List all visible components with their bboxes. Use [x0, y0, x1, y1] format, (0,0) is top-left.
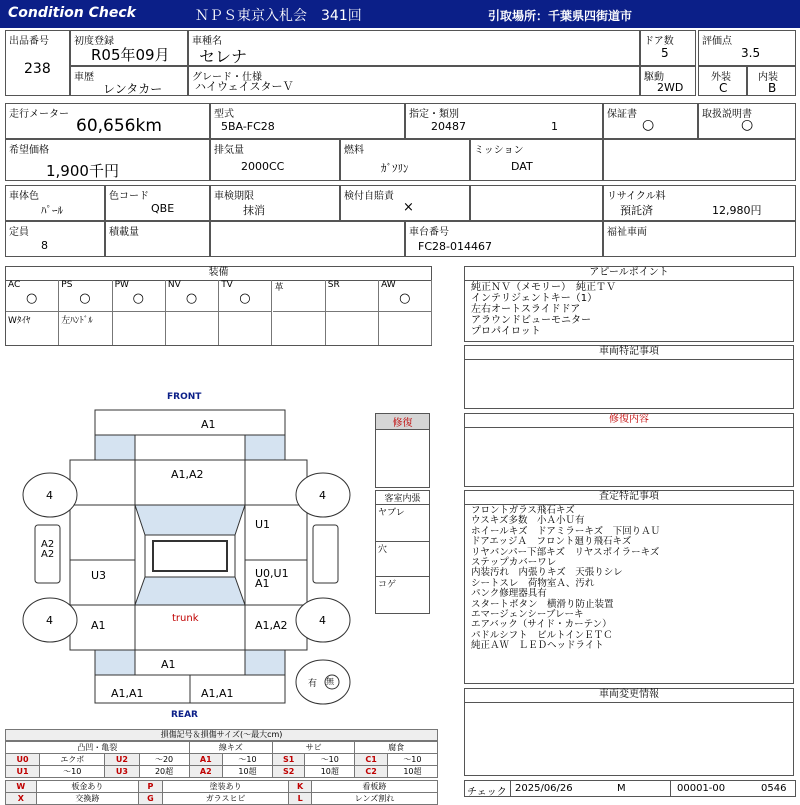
equip-empty — [326, 312, 379, 345]
welfare-cell — [603, 221, 796, 257]
ext-label: 外装 — [711, 72, 731, 83]
mark-rear-right: A1,A1 — [201, 687, 234, 700]
check-footer — [464, 780, 796, 797]
model-label: 車種名 — [192, 36, 222, 47]
inspect-line: フロントガラス飛石キズ — [471, 505, 575, 516]
int-grade: B — [768, 81, 777, 95]
equip-empty — [379, 312, 432, 345]
legend-row-2 — [6, 766, 438, 778]
repair-box-label: 修復 — [376, 414, 429, 430]
price-cell — [5, 139, 210, 181]
legend-group-dent: 凸凹・亀裂 — [6, 742, 190, 754]
equip-extra-label: 左ﾊﾝﾄﾞﾙ — [61, 316, 93, 326]
mark-right-door-front: U1 — [255, 518, 271, 531]
legend-cell: ～10 — [387, 754, 437, 766]
legend-row-1 — [6, 754, 438, 766]
legend-cell: 10超 — [222, 766, 272, 778]
history-cell — [70, 66, 188, 96]
tire-front-left: 4 — [46, 489, 53, 502]
score-value: 3.5 — [741, 46, 761, 60]
load-cell — [105, 221, 210, 257]
inspect-line: パンク修理器具有 — [471, 588, 547, 600]
legend-cell: ガラスヒビ — [162, 793, 289, 805]
equip-label: TV — [221, 280, 233, 290]
cabin-item-burn: コゲ — [378, 580, 397, 590]
repair-panel — [464, 413, 794, 487]
equip-empty — [273, 312, 326, 345]
legend-cell: 看板跡 — [311, 781, 437, 793]
recycle-cell — [603, 185, 796, 221]
drive-value: 2WD — [657, 81, 684, 94]
ext-grade: C — [719, 81, 728, 95]
cabin-box — [375, 490, 430, 614]
legend-cell: C1 — [355, 754, 387, 766]
change-title: 車両変更情報 — [465, 689, 793, 703]
equip-nv — [166, 280, 219, 312]
header-left: Condition Check — [8, 5, 136, 21]
warranty-mark: ○ — [642, 117, 655, 133]
legend-title: 損傷記号＆損傷サイズ(～最大cm) — [5, 729, 438, 741]
legend-cell: エクボ — [40, 754, 105, 766]
mark-left-front: A2 A2 — [41, 539, 55, 560]
header-title: ＮＰＳ東京入札会 341回 — [195, 8, 362, 24]
inspect-line: ステップカバーワレ — [471, 557, 557, 569]
inspection-label: 車検期限 — [214, 191, 254, 202]
legend-cell: 交換跡 — [36, 793, 139, 805]
appeal-title: アピールポイント — [465, 267, 793, 281]
equip-label: SR — [327, 280, 340, 290]
change-panel — [464, 688, 794, 776]
warranty-cell — [603, 103, 698, 139]
legend-cell: U0 — [6, 754, 40, 766]
legend-cell: ～10 — [222, 754, 272, 766]
inspect-line: エマージェンシーブレーキ — [471, 609, 584, 621]
legend-cell: レンズ割れ — [311, 793, 437, 805]
inspection-value: 抹消 — [243, 204, 265, 217]
appeal-line: インテリジェントキー（1） — [471, 293, 598, 304]
legend-row-3 — [6, 781, 438, 793]
inspect-line: ウスキズ多数 小Ａ小Ｕ有 — [471, 515, 585, 527]
legend-cell: A2 — [189, 766, 222, 778]
recycle-status: 預託済 — [620, 204, 653, 217]
fuel-label: 燃料 — [344, 145, 364, 156]
appeal-panel — [464, 266, 794, 342]
blank-cell-1 — [603, 139, 796, 181]
equip-pw — [113, 280, 166, 312]
inspect-line: シートスレ 荷物室Ａ、汚れ — [471, 577, 595, 589]
check-num: 0546 — [761, 783, 787, 794]
equip-empty — [113, 312, 166, 345]
inspect-lines — [465, 505, 793, 653]
appeal-line: アラウンドビューモニター — [471, 315, 591, 326]
cabin-item-hole: 穴 — [376, 542, 429, 577]
equip-extra — [6, 312, 59, 345]
door-cell — [640, 30, 696, 66]
mark-front-top: A1 — [201, 418, 216, 431]
appeal-line: 左右オートスライドドア — [471, 304, 581, 315]
mark-rear-left: A1,A1 — [111, 687, 144, 700]
legend-cell: U2 — [105, 754, 139, 766]
equip-sr — [326, 280, 379, 312]
insurance-label: 検付自賠責 — [344, 191, 394, 202]
legend-group-corrosion: 腐食 — [355, 742, 438, 754]
capacity-label: 定員 — [9, 227, 29, 238]
mileage-label: 走行メーター — [9, 109, 69, 120]
footer-divider-2 — [670, 781, 671, 796]
legend-cell: A1 — [189, 754, 222, 766]
footer-divider-1 — [510, 781, 511, 796]
appeal-lines — [465, 281, 793, 338]
equip-extra-label: Wﾀｲﾔ — [8, 316, 31, 326]
inspect-line: ホイールキズ ドアミラーキズ 下回りＡＵ — [471, 525, 661, 537]
rear-label: REAR — [171, 710, 198, 720]
appeal-line: 純正ＮＶ（メモリー） 純正ＴＶ — [471, 282, 616, 293]
grade-value: ハイウェイスターＶ — [195, 80, 294, 93]
equip-label: PW — [114, 280, 129, 290]
check-label: チェック — [467, 787, 507, 798]
equip-label: PS — [61, 280, 73, 290]
legend-cell: 20超 — [139, 766, 189, 778]
legend-cell: U1 — [6, 766, 40, 778]
lot-label: 出品番号 — [9, 36, 49, 47]
type-value: 5BA-FC28 — [221, 120, 275, 133]
equip-mark: ○ — [132, 291, 144, 306]
equip-mark: ○ — [26, 291, 38, 306]
color-cell — [5, 185, 105, 221]
legend-cell: K — [289, 781, 311, 793]
legend-row-4 — [6, 793, 438, 805]
equip-mark: ○ — [185, 291, 198, 306]
color-label: 車体色 — [9, 191, 39, 202]
manual-mark: ○ — [741, 117, 754, 133]
capacity-value: 8 — [41, 239, 48, 252]
equip-mark: ○ — [79, 291, 91, 306]
equip-empty — [166, 312, 219, 345]
color-code-value: QBE — [151, 202, 175, 215]
equip-aw — [379, 280, 432, 312]
legend-cell: 10超 — [387, 766, 437, 778]
legend-table-2 — [5, 780, 438, 805]
ext-cell — [698, 66, 747, 96]
price-label: 希望価格 — [9, 145, 49, 156]
equip-label: AW — [381, 280, 396, 290]
trunk-label: trunk — [172, 613, 199, 624]
legend-cell: X — [6, 793, 37, 805]
legend-cell: L — [289, 793, 311, 805]
equip-ac — [6, 280, 59, 312]
lot-cell — [5, 30, 70, 96]
blank-cell-2 — [470, 185, 603, 221]
inspect-line: ドアエッジＡ フロント廻り飛石キズ — [471, 536, 632, 548]
disp-value: 2000CC — [241, 160, 285, 173]
inspection-cell — [210, 185, 340, 221]
warranty-label: 保証書 — [607, 109, 637, 120]
price-value: 1,900千円 — [46, 162, 119, 180]
legend-cell: ～10 — [40, 766, 105, 778]
reg-cell — [70, 30, 188, 66]
mark-hood: A1,A2 — [171, 468, 204, 481]
mark-left-rear: A1 — [91, 619, 106, 632]
insurance-cell — [340, 185, 470, 221]
capacity-cell — [5, 221, 105, 257]
door-label: ドア数 — [644, 36, 674, 47]
drive-cell — [640, 66, 696, 96]
spec-cell — [405, 103, 603, 139]
mileage-cell — [5, 103, 210, 139]
grade-label: グレード・仕様 — [192, 72, 262, 83]
recycle-label: リサイクル料 — [607, 191, 666, 202]
manual-cell — [698, 103, 796, 139]
inspect-line: エアバック（サイド・カーテン） — [471, 619, 612, 631]
legend-cell: ～20 — [139, 754, 189, 766]
legend-cell: G — [139, 793, 163, 805]
equipment-title: 装備 — [6, 267, 431, 281]
fuel-cell — [340, 139, 470, 181]
legend-cell: C2 — [355, 766, 387, 778]
legend-group-rust: サビ — [273, 742, 355, 754]
special-title: 車両特記事項 — [465, 346, 793, 360]
drive-label: 駆動 — [644, 72, 664, 83]
equip-mark: ○ — [399, 291, 411, 306]
tire-front-right: 4 — [319, 489, 326, 502]
chassis-value: FC28-014467 — [418, 240, 492, 253]
front-label: FRONT — [167, 392, 202, 402]
history-label: 車歴 — [74, 72, 94, 83]
chassis-cell — [405, 221, 603, 257]
header-bar — [0, 0, 800, 28]
header-pickup: 引取場所：千葉県四街道市 — [488, 9, 633, 23]
mission-value: DAT — [511, 160, 533, 173]
spec-number: 20487 — [431, 120, 466, 133]
inspect-line: 内装汚れ 内張りキズ 天張りシレ — [471, 567, 623, 579]
grade-cell — [188, 66, 640, 96]
equip-empty — [219, 312, 272, 345]
repair-box — [375, 413, 430, 488]
mark-rear-bumper: A1 — [161, 658, 176, 671]
legend-cell: U3 — [105, 766, 139, 778]
color-code-cell — [105, 185, 210, 221]
inspect-line: パドルシフト ビルトインＥＴＣ — [471, 629, 613, 641]
legend-group-scratch: 線キズ — [189, 742, 272, 754]
legend-cell: S2 — [273, 766, 305, 778]
equip-label: AC — [8, 280, 21, 290]
int-label: 内装 — [758, 72, 778, 83]
inspect-line: リヤバンパー下部キズ リヤスポイラーキズ — [471, 546, 660, 558]
color-code-label: 色コード — [109, 191, 149, 202]
welfare-label: 福祉車両 — [607, 227, 647, 238]
spec-class: 1 — [551, 120, 558, 133]
repair-title: 修復内容 — [465, 414, 793, 428]
disp-cell — [210, 139, 340, 181]
legend-cell: ～10 — [305, 754, 355, 766]
tire-rear-right: 4 — [319, 614, 326, 627]
car-history: レンタカー — [103, 82, 163, 96]
reg-label: 初度登録 — [74, 36, 114, 47]
special-panel — [464, 345, 794, 409]
model-cell — [188, 30, 640, 66]
fuel-value: ｶﾞｿﾘﾝ — [381, 162, 409, 175]
color-value: ﾊﾟｰﾙ — [41, 204, 63, 217]
cabin-item-tear: ヤブレ — [376, 505, 429, 542]
legend-cell: 塗装あり — [162, 781, 289, 793]
chassis-label: 車台番号 — [409, 227, 449, 238]
legend-cell: 板金あり — [36, 781, 139, 793]
spec-label: 指定・類別 — [409, 109, 459, 120]
mission-label: ミッション — [474, 145, 524, 156]
inspect-line: スタートボタン 横滑り防止装置 — [471, 598, 614, 610]
first-registration: R05年09月 — [91, 46, 170, 64]
equip-ps — [59, 280, 112, 312]
inspect-title: 査定特記事項 — [465, 491, 793, 505]
appeal-line: プロパイロット — [471, 326, 541, 337]
spare-label: 有 — [308, 679, 318, 689]
inspect-panel — [464, 490, 794, 684]
disp-label: 排気量 — [214, 145, 244, 156]
model-name: セレナ — [199, 47, 248, 66]
door-count: 5 — [661, 46, 669, 60]
inspect-line: 純正ＡＷ ＬＥＤヘッドライト — [471, 640, 604, 652]
legend-table — [5, 741, 438, 778]
mark-left-rear-door: U3 — [91, 569, 107, 582]
manual-label: 取扱説明書 — [702, 109, 752, 120]
legend-cell: S1 — [273, 754, 305, 766]
legend-cell: 10超 — [305, 766, 355, 778]
mark-right-rear: A1,A2 — [255, 619, 288, 632]
equip-label: NV — [167, 280, 181, 290]
type-cell — [210, 103, 405, 139]
recycle-fee: 12,980円 — [712, 204, 762, 217]
mission-cell — [470, 139, 603, 181]
spare-mark: 無 — [326, 677, 334, 686]
legend-cell: W — [6, 781, 37, 793]
score-label: 評価点 — [702, 36, 732, 47]
mileage-value: 60,656km — [76, 116, 162, 136]
equipment-panel — [5, 266, 432, 346]
score-cell — [698, 30, 796, 66]
equip-label: 革 — [274, 283, 284, 293]
type-label: 型式 — [214, 109, 234, 120]
equip-革 — [273, 280, 326, 312]
mark-right-rear-door: U0,U1 A1 — [255, 567, 289, 590]
legend — [5, 729, 438, 803]
legend-cell: P — [139, 781, 163, 793]
equip-tv — [219, 280, 272, 312]
load-label: 積載量 — [109, 227, 139, 238]
tire-rear-left: 4 — [46, 614, 53, 627]
int-cell — [747, 66, 796, 96]
equip-extra — [59, 312, 112, 345]
equip-mark: ○ — [239, 291, 251, 306]
check-date: 2025/06/26 — [515, 783, 573, 794]
blank-cell-3 — [210, 221, 405, 257]
insurance-value: × — [403, 200, 414, 215]
check-staff: M — [617, 783, 626, 794]
cabin-title: 客室内張 — [376, 491, 429, 505]
check-code: 00001-00 — [677, 783, 726, 794]
lot-number: 238 — [24, 61, 51, 77]
